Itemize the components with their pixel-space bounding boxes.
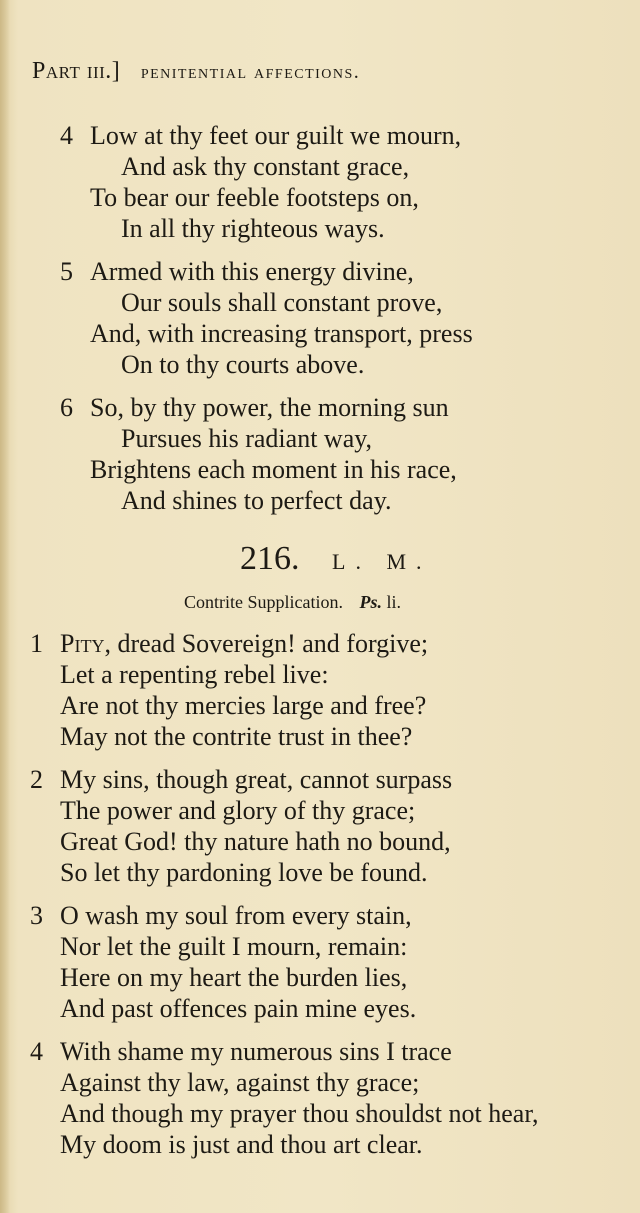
- running-header: [32, 58, 360, 85]
- verse-text: To bear our feeble footsteps on,: [90, 183, 419, 212]
- verse-text: With shame my numerous sins I trace: [60, 1037, 452, 1066]
- verse-text: Pursues his radiant way,: [121, 424, 373, 453]
- verse-text: Against thy law, against thy grace;: [60, 1068, 420, 1097]
- stanza-line: [90, 349, 473, 380]
- stanza-line: [90, 318, 473, 349]
- hymn-stanza-3: [30, 900, 417, 1024]
- verse-text: Are not thy mercies large and free?: [60, 691, 427, 720]
- verse-text: Great God! thy nature hath no bound,: [60, 827, 451, 856]
- verse-text: My doom is just and thou art clear.: [60, 1130, 423, 1159]
- stanza-line: [60, 256, 473, 287]
- verse-text: So, by thy power, the morning sun: [90, 393, 449, 422]
- hymn-stanza-2: [30, 764, 453, 888]
- verse-text: And past offences pain mine eyes.: [60, 994, 417, 1023]
- prev-stanza-4: [60, 120, 462, 244]
- hymn-stanza-1: [30, 628, 429, 752]
- stanza-number: 4: [30, 1037, 43, 1066]
- verse-text: And shines to perfect day.: [121, 486, 392, 515]
- verse-text: Let a repenting rebel live:: [60, 660, 329, 689]
- hymn-heading: [240, 540, 432, 578]
- stanza-line: [60, 795, 452, 826]
- stanza-line: [60, 392, 457, 423]
- hymn-stanza-4: [30, 1036, 539, 1160]
- stanza-line: [60, 721, 428, 752]
- hymn-subtitle: [184, 592, 401, 613]
- stanza-line: [30, 628, 429, 659]
- header-title: penitential affections.: [140, 61, 361, 83]
- verse-text: The power and glory of thy grace;: [60, 796, 416, 825]
- hymn-subtitle-text: Contrite Supplication.: [184, 592, 343, 612]
- stanza-line: [90, 151, 461, 182]
- hymn-meter: L. M.: [332, 549, 432, 574]
- stanza-number: 2: [30, 765, 43, 794]
- stanza-line: [60, 1129, 538, 1160]
- stanza-line: [90, 423, 457, 454]
- verse-text: On to thy courts above.: [121, 350, 365, 379]
- scripture-reference: [360, 592, 402, 612]
- first-word: Pity,: [60, 629, 111, 658]
- stanza-line: [30, 764, 453, 795]
- verse-text: And, with increasing transport, press: [90, 319, 473, 348]
- hymn-number: 216.: [240, 540, 300, 577]
- stanza-line: [90, 182, 461, 213]
- stanza-line: [60, 1098, 538, 1129]
- verse-text: Here on my heart the burden lies,: [60, 963, 408, 992]
- stanza-line: [60, 931, 416, 962]
- verse-text: Low at thy feet our guilt we mourn,: [90, 121, 462, 150]
- stanza-line: [60, 993, 416, 1024]
- verse-text: O wash my soul from every stain,: [60, 901, 412, 930]
- verse-text: Our souls shall constant prove,: [121, 288, 443, 317]
- stanza-number: 1: [30, 629, 43, 658]
- stanza-line: [60, 826, 452, 857]
- stanza-line: [60, 690, 428, 721]
- reference-number: li.: [386, 592, 402, 612]
- stanza-number: 4: [60, 121, 73, 150]
- stanza-line: [30, 900, 416, 931]
- verse-text: May not the contrite trust in thee?: [60, 722, 413, 751]
- verse-text: My sins, though great, cannot surpass: [60, 765, 453, 794]
- verse-text: In all thy righteous ways.: [121, 214, 385, 243]
- verse-text: And though my prayer thou shouldst not hear,: [60, 1099, 539, 1128]
- header-part: Part iii.]: [32, 58, 121, 84]
- stanza-number: 5: [60, 257, 73, 286]
- stanza-line: [90, 485, 457, 516]
- prev-stanza-5: [60, 256, 473, 380]
- verse-text: Brightens each moment in his race,: [90, 455, 457, 484]
- verse-text: And ask thy constant grace,: [121, 152, 410, 181]
- stanza-line: [60, 120, 462, 151]
- stanza-line: [60, 659, 428, 690]
- stanza-line: [60, 857, 452, 888]
- page-gutter-shadow: [0, 0, 10, 1213]
- stanza-number: 6: [60, 393, 73, 422]
- reference-book: Ps.: [359, 592, 382, 612]
- prev-stanza-6: [60, 392, 457, 516]
- verse-text: Armed with this energy divine,: [90, 257, 414, 286]
- stanza-line: [90, 454, 457, 485]
- verse-text: So let thy pardoning love be found.: [60, 858, 428, 887]
- stanza-line: [90, 287, 473, 318]
- stanza-line: [60, 962, 416, 993]
- stanza-line: [30, 1036, 538, 1067]
- verse-text: Nor let the guilt I mourn, remain:: [60, 932, 408, 961]
- stanza-line: [90, 213, 461, 244]
- stanza-line: [60, 1067, 538, 1098]
- verse-text: dread Sovereign! and forgive;: [110, 629, 429, 658]
- stanza-number: 3: [30, 901, 43, 930]
